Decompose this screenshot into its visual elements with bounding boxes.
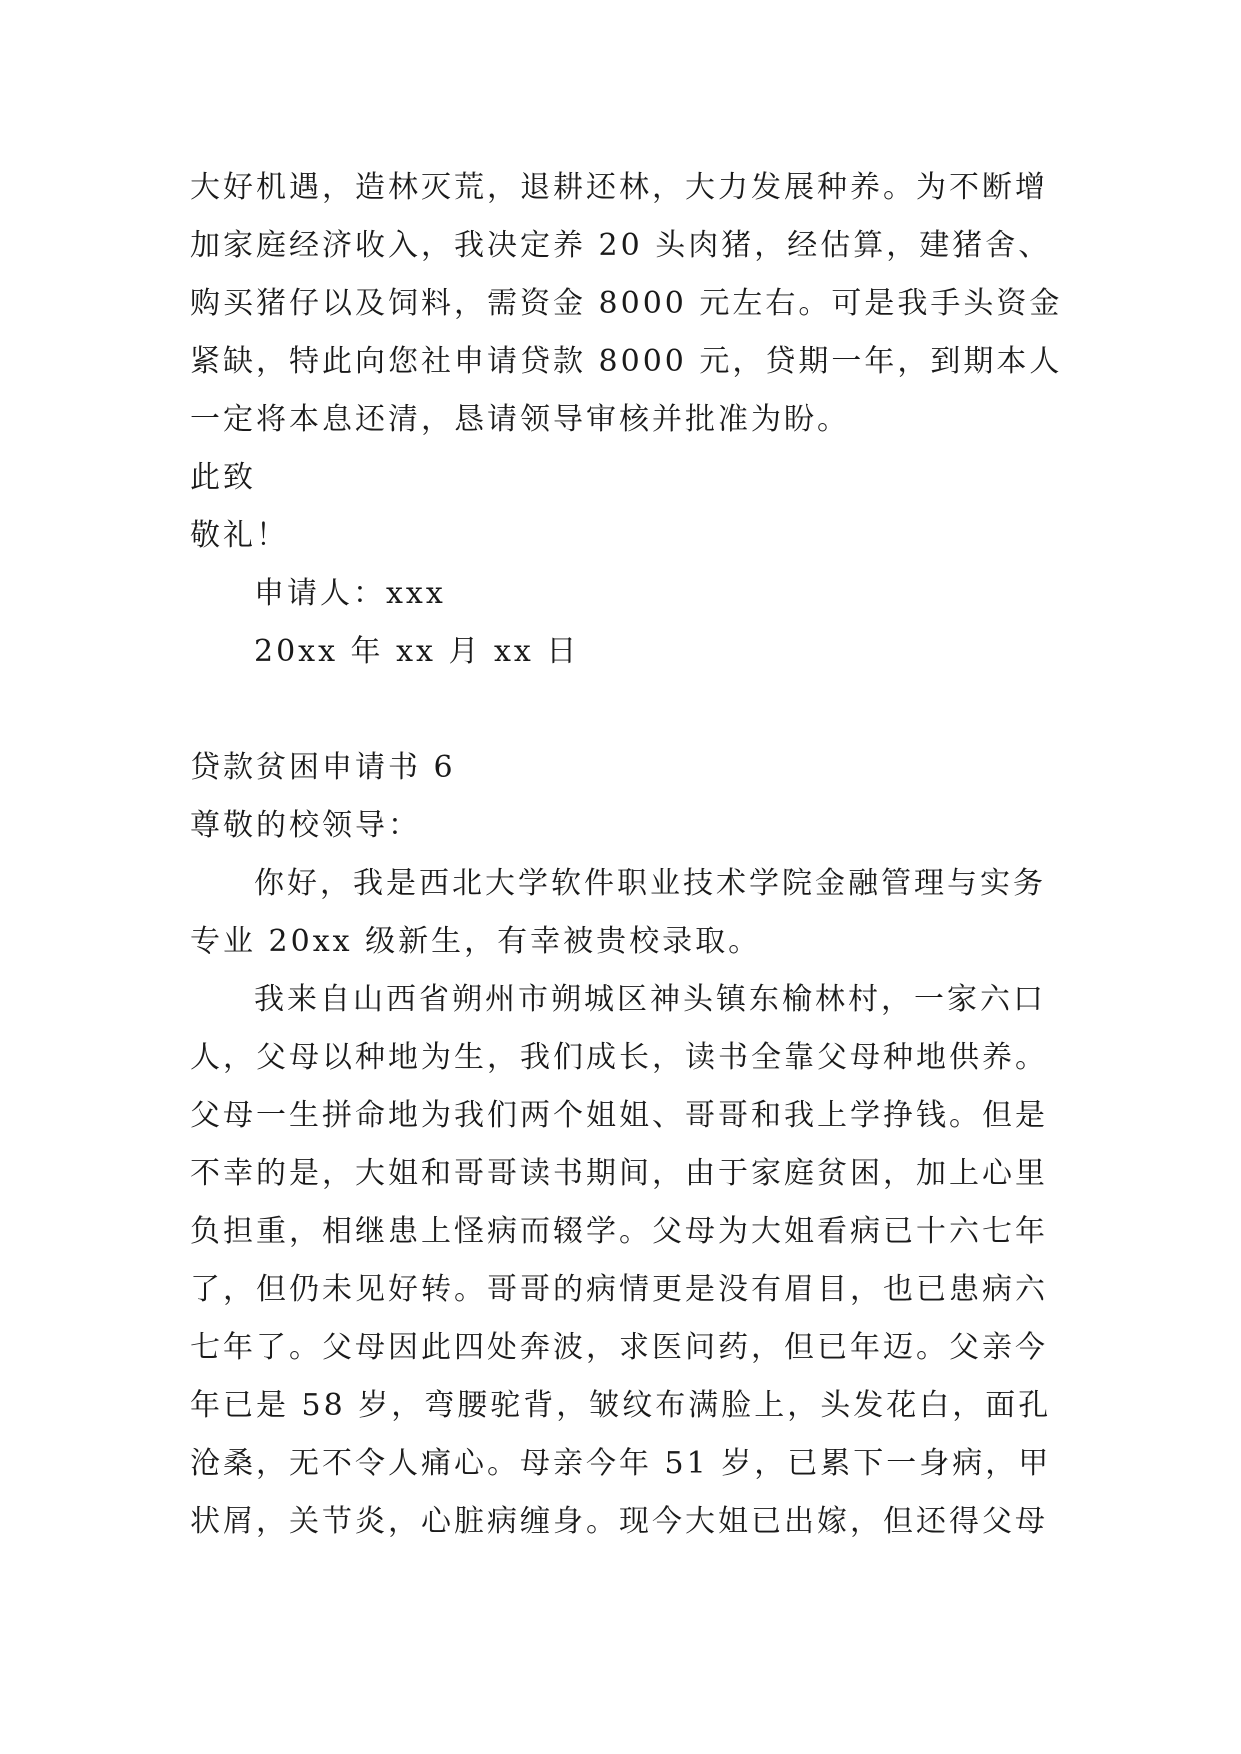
paragraph-line: 我来自山西省朔州市朔城区神头镇东榆林村，一家六口: [254, 982, 1046, 1017]
paragraph-line: 不幸的是，大姐和哥哥读书期间，由于家庭贫困，加上心里: [190, 1156, 1048, 1191]
signature-date: 20xx 年 xx 月 xx 日: [254, 634, 580, 669]
paragraph-line: 七年了。父母因此四处奔波，求医问药，但已年迈。父亲今: [190, 1330, 1048, 1365]
closing-phrase: 此致: [190, 460, 256, 495]
closing-salute: 敬礼！: [190, 518, 289, 553]
body-line: 购买猪仔以及饲料，需资金 8000 元左右。可是我手头资金: [190, 286, 1063, 321]
paragraph-line: 你好，我是西北大学软件职业技术学院金融管理与实务: [254, 866, 1046, 901]
paragraph-line: 负担重，相继患上怪病而辍学。父母为大姐看病已十六七年: [190, 1214, 1048, 1249]
body-line: 紧缺，特此向您社申请贷款 8000 元，贷期一年，到期本人: [190, 344, 1063, 379]
paragraph-line: 人，父母以种地为生，我们成长，读书全靠父母种地供养。: [190, 1040, 1048, 1075]
salutation: 尊敬的校领导：: [190, 808, 421, 843]
body-line: 加家庭经济收入，我决定养 20 头肉猪，经估算，建猪舍、: [190, 228, 1052, 263]
body-line: 一定将本息还清，恳请领导审核并批准为盼。: [190, 402, 850, 437]
body-line: 大好机遇，造林灭荒，退耕还林，大力发展种养。为不断增: [190, 170, 1048, 205]
paragraph-line: 状屑，关节炎，心脏病缠身。现今大姐已出嫁，但还得父母: [190, 1504, 1048, 1539]
paragraph-line: 父母一生拼命地为我们两个姐姐、哥哥和我上学挣钱。但是: [190, 1098, 1048, 1133]
paragraph-line: 年已是 58 岁，弯腰驼背，皱纹布满脸上，头发花白，面孔: [190, 1388, 1052, 1423]
paragraph-line: 专业 20xx 级新生，有幸被贵校录取。: [190, 924, 762, 959]
paragraph-line: 了，但仍未见好转。哥哥的病情更是没有眉目，也已患病六: [190, 1272, 1048, 1307]
applicant-signature: 申请人：xxx: [254, 576, 446, 611]
section-title: 贷款贫困申请书 6: [190, 750, 456, 785]
paragraph-line: 沧桑，无不令人痛心。母亲今年 51 岁，已累下一身病，甲: [190, 1446, 1052, 1481]
